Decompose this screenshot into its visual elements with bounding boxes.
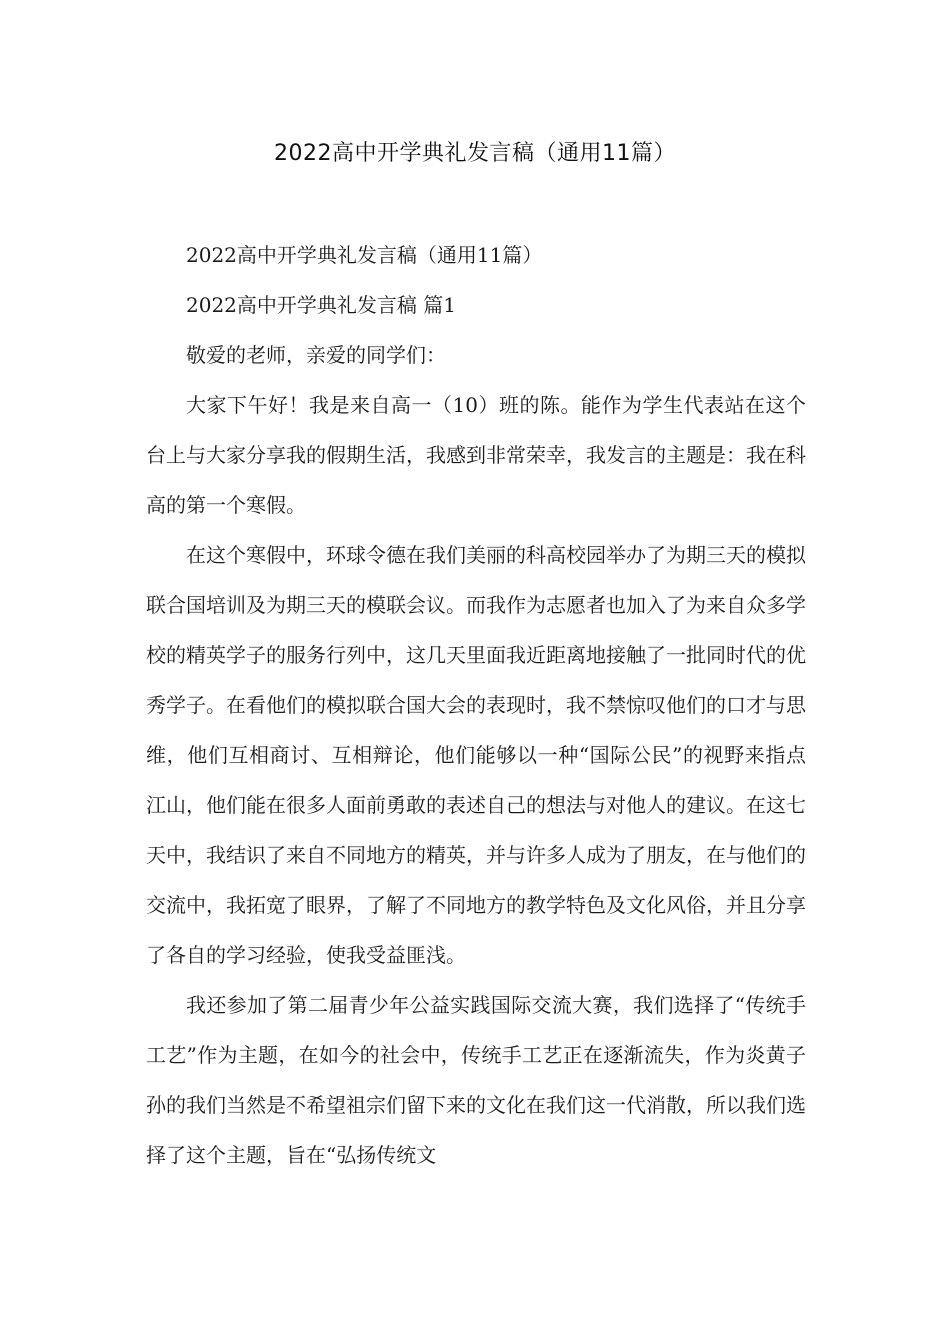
document-title: 2022高中开学典礼发言稿（通用11篇）: [274, 141, 676, 166]
body-paragraph: 我还参加了第二届青少年公益实践国际交流大赛，我们选择了“传统手工艺”作为主题，在如今的社会中，传统手工艺正在逐渐流失，作为炎黄子孙的我们当然是不希望祖宗们留下来的文化在我们这一代消散，所以我们选择了这个主题，旨在“弘扬传统文: [146, 993, 806, 1167]
body-paragraph: 2022高中开学典礼发言稿 篇1: [186, 293, 456, 317]
body-paragraph: 敬爱的老师，亲爱的同学们：: [186, 343, 446, 367]
body-paragraph: 在这个寒假中，环球令德在我们美丽的科高校园举办了为期三天的模拟联合国培训及为期三天的模联会议。而我作为志愿者也加入了为来自众多学校的精英学子的服务行列中，这几天里面我近距离地接触了一批同时代的优秀学子。在看他们的模拟联合国大会的表现时，我不禁惊叹他们的口才与思维，他们互相商讨、互相辩论，他们能够以一种“国际公民”的视野来指点江山，他们能在很多人面前勇敢的表述自己的想法与对他人的建议。在这七天中，我结识了来自不同地方的精英，并与许多人成为了朋友，在与他们的交流中，我拓宽了眼界，了解了不同地方的教学特色及文化风俗，并且分享了各自的学习经验，使我受益匪浅。: [146, 543, 806, 967]
body-paragraph: 2022高中开学典礼发言稿（通用11篇）: [186, 243, 543, 267]
body-paragraph: 大家下午好！我是来自高一（10）班的陈。能作为学生代表站在这个台上与大家分享我的假期生活，我感到非常荣幸，我发言的主题是：我在科高的第一个寒假。: [146, 393, 806, 517]
document-body: [146, 230, 806, 1180]
